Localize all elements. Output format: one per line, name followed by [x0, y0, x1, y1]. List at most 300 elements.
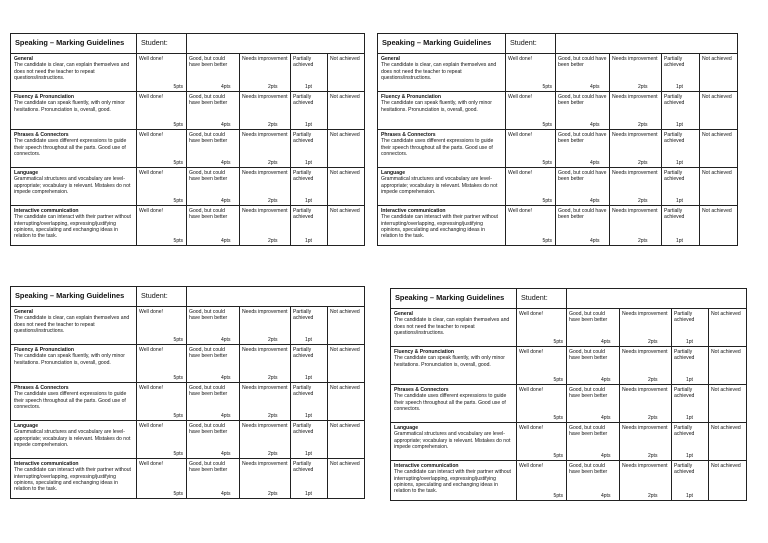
level-label: Needs improvement — [612, 208, 658, 214]
level-cell — [328, 206, 365, 246]
level-points: 5pts — [173, 490, 183, 497]
level-label: Needs improvement — [242, 56, 288, 62]
level-cell — [517, 347, 567, 385]
level-points: 2pts — [268, 83, 278, 90]
criterion-title: Interactive communication — [394, 463, 459, 469]
criterion-cell — [391, 309, 517, 347]
level-points: 5pts — [173, 83, 183, 90]
criterion-row — [11, 168, 365, 206]
level-cell — [137, 92, 187, 130]
level-points: 1pt — [305, 374, 312, 381]
criterion-description: Grammatical structures and vocabulary are level-appropriate; vocabulary is relevant. Mistakes do not impede comprehension. — [381, 176, 498, 195]
criterion-description: The candidate can interact with their partner without interrupting/overlapping, expressing/justifying opinions, speculating and exchanging ideas in relation to the task. — [14, 467, 131, 493]
level-label: Needs improvement — [612, 56, 658, 62]
level-points: 1pt — [305, 159, 312, 166]
criterion-description: The candidate is clear, can explain themselves and does not need the teacher to repeat questions/instructions. — [381, 62, 497, 81]
level-cell — [328, 421, 365, 459]
level-points: 4pts — [221, 159, 231, 166]
level-cell — [240, 206, 291, 246]
level-cell — [240, 92, 291, 130]
level-label: Partially achieved — [293, 309, 314, 322]
criterion-title: Language — [394, 425, 419, 431]
level-cell — [187, 92, 240, 130]
level-label: Not achieved — [711, 425, 741, 431]
level-label: Good, but could have been better — [558, 208, 607, 221]
level-label: Not achieved — [702, 208, 732, 214]
criterion-row — [391, 309, 747, 347]
level-label: Well done! — [139, 94, 163, 100]
level-points: 2pts — [268, 336, 278, 343]
level-cell — [328, 383, 365, 421]
level-cell — [240, 54, 291, 92]
level-points: 4pts — [601, 338, 611, 345]
level-label: Not achieved — [702, 94, 732, 100]
level-cell — [328, 307, 365, 345]
level-cell — [328, 130, 365, 168]
level-cell — [517, 423, 567, 461]
level-points: 5pts — [553, 414, 563, 421]
level-cell — [137, 168, 187, 206]
level-label: Needs improvement — [622, 349, 668, 355]
criterion-title: Fluency & Pronunciation — [381, 94, 441, 100]
level-points: 2pts — [268, 121, 278, 128]
criterion-row — [11, 383, 365, 421]
level-cell — [567, 309, 620, 347]
level-points: 2pts — [268, 450, 278, 457]
level-cell — [672, 309, 709, 347]
level-cell — [620, 423, 672, 461]
criterion-cell — [11, 345, 137, 383]
level-label: Partially achieved — [293, 461, 314, 474]
level-label: Not achieved — [702, 56, 732, 62]
criterion-cell — [378, 54, 506, 92]
level-cell — [328, 54, 365, 92]
level-label: Needs improvement — [622, 425, 668, 431]
criterion-description: The candidate is clear, can explain themselves and does not need the teacher to repeat questions/instructions. — [14, 62, 130, 81]
criterion-title: General — [394, 311, 413, 317]
level-label: Well done! — [508, 170, 532, 176]
level-label: Good, but could have been better — [569, 425, 608, 438]
level-cell — [672, 347, 709, 385]
criterion-row — [11, 307, 365, 345]
criterion-row — [11, 92, 365, 130]
level-points: 4pts — [590, 121, 600, 128]
criterion-row — [378, 54, 738, 92]
level-points: 2pts — [648, 338, 658, 345]
level-cell — [137, 383, 187, 421]
level-cell — [291, 345, 328, 383]
level-points: 2pts — [638, 237, 648, 244]
criterion-cell — [378, 92, 506, 130]
level-cell — [137, 345, 187, 383]
criterion-row — [11, 130, 365, 168]
level-points: 5pts — [553, 338, 563, 345]
criterion-cell — [391, 347, 517, 385]
level-points: 5pts — [542, 237, 552, 244]
level-label: Not achieved — [330, 461, 360, 467]
level-label: Partially achieved — [674, 425, 695, 438]
level-label: Partially achieved — [293, 385, 314, 398]
level-cell — [556, 168, 610, 206]
level-cell — [610, 168, 662, 206]
criterion-cell — [378, 206, 506, 246]
level-cell — [506, 92, 556, 130]
level-points: 4pts — [590, 237, 600, 244]
level-cell — [291, 130, 328, 168]
level-cell — [291, 459, 328, 499]
sheet-title: Speaking – Marking Guidelines — [11, 287, 137, 307]
level-label: Good, but could have been better — [189, 385, 228, 398]
criterion-title: Interactive communication — [14, 208, 79, 214]
level-points: 2pts — [648, 452, 658, 459]
level-points: 2pts — [268, 490, 278, 497]
level-label: Well done! — [519, 463, 543, 469]
level-cell — [291, 421, 328, 459]
level-cell — [240, 345, 291, 383]
criterion-cell — [378, 130, 506, 168]
criterion-description: The candidate uses different expressions to guide their speech throughout all the parts. Good use of connectors. — [381, 138, 494, 157]
level-cell — [700, 206, 738, 246]
level-label: Needs improvement — [242, 385, 288, 391]
level-label: Partially achieved — [293, 347, 314, 360]
level-cell — [662, 206, 700, 246]
level-label: Needs improvement — [242, 423, 288, 429]
criterion-description: The candidate can speak fluently, with only minor hesitations. Pronunciation is, overall, good. — [381, 100, 492, 113]
level-cell — [187, 168, 240, 206]
level-points: 1pt — [686, 492, 693, 499]
criterion-description: Grammatical structures and vocabulary are level-appropriate; vocabulary is relevant. Mistakes do not impede comprehension. — [394, 431, 511, 450]
level-label: Partially achieved — [293, 132, 314, 145]
level-points: 1pt — [676, 197, 683, 204]
level-label: Good, but could have been better — [558, 170, 607, 183]
level-label: Not achieved — [330, 132, 360, 138]
level-cell — [137, 421, 187, 459]
level-points: 4pts — [590, 83, 600, 90]
criterion-title: Phrases & Connectors — [14, 132, 69, 138]
level-label: Partially achieved — [664, 56, 685, 69]
level-points: 5pts — [173, 121, 183, 128]
level-cell — [700, 92, 738, 130]
level-label: Needs improvement — [242, 461, 288, 467]
criterion-description: The candidate can speak fluently, with only minor hesitations. Pronunciation is, overall, good. — [14, 100, 125, 113]
level-label: Needs improvement — [242, 309, 288, 315]
level-label: Good, but could have been better — [558, 132, 607, 145]
level-cell — [620, 347, 672, 385]
student-name-space — [187, 34, 365, 54]
level-label: Not achieved — [330, 423, 360, 429]
level-label: Partially achieved — [293, 208, 314, 221]
level-label: Not achieved — [711, 387, 741, 393]
level-label: Good, but could have been better — [189, 170, 228, 183]
level-points: 5pts — [542, 121, 552, 128]
student-label: Student: — [506, 34, 556, 54]
criterion-title: Phrases & Connectors — [14, 385, 69, 391]
header-row — [11, 287, 365, 307]
criterion-row — [11, 459, 365, 499]
level-label: Partially achieved — [674, 349, 695, 362]
criterion-row — [391, 347, 747, 385]
criterion-row — [378, 92, 738, 130]
level-label: Good, but could have been better — [189, 347, 228, 360]
level-label: Needs improvement — [612, 132, 658, 138]
level-label: Well done! — [508, 94, 532, 100]
level-points: 1pt — [676, 83, 683, 90]
header-row — [378, 34, 738, 54]
level-points: 2pts — [268, 159, 278, 166]
criterion-row — [378, 130, 738, 168]
level-cell — [328, 459, 365, 499]
level-label: Well done! — [139, 170, 163, 176]
level-points: 4pts — [221, 450, 231, 457]
level-cell — [709, 347, 747, 385]
level-label: Needs improvement — [242, 132, 288, 138]
level-cell — [709, 385, 747, 423]
criterion-title: Fluency & Pronunciation — [394, 349, 454, 355]
level-cell — [662, 168, 700, 206]
criterion-title: Interactive communication — [381, 208, 446, 214]
level-points: 5pts — [173, 412, 183, 419]
level-label: Not achieved — [711, 463, 741, 469]
criterion-row — [11, 206, 365, 246]
level-label: Needs improvement — [612, 94, 658, 100]
level-cell — [567, 347, 620, 385]
level-points: 4pts — [221, 83, 231, 90]
level-points: 2pts — [638, 197, 648, 204]
level-points: 1pt — [305, 490, 312, 497]
level-label: Well done! — [519, 311, 543, 317]
criterion-description: The candidate can interact with their partner without interrupting/overlapping, expressing/justifying opinions, speculating and exchanging ideas in relation to the task. — [14, 214, 131, 240]
level-cell — [328, 345, 365, 383]
level-label: Partially achieved — [664, 170, 685, 183]
criterion-row — [11, 421, 365, 459]
level-cell — [556, 54, 610, 92]
criterion-cell — [11, 421, 137, 459]
level-cell — [137, 54, 187, 92]
criterion-description: The candidate uses different expressions to guide their speech throughout all the parts. Good use of connectors. — [394, 393, 507, 412]
level-points: 5pts — [173, 374, 183, 381]
level-cell — [620, 461, 672, 501]
level-label: Partially achieved — [664, 208, 685, 221]
criterion-title: Phrases & Connectors — [394, 387, 449, 393]
level-points: 1pt — [686, 338, 693, 345]
level-cell — [291, 206, 328, 246]
criterion-cell — [391, 423, 517, 461]
criterion-title: Language — [14, 170, 39, 176]
level-cell — [567, 461, 620, 501]
level-label: Well done! — [139, 208, 163, 214]
level-label: Not achieved — [330, 56, 360, 62]
level-label: Not achieved — [702, 170, 732, 176]
level-points: 5pts — [542, 197, 552, 204]
level-cell — [328, 168, 365, 206]
level-points: 1pt — [305, 197, 312, 204]
header-row — [11, 34, 365, 54]
level-cell — [620, 385, 672, 423]
level-label: Good, but could have been better — [189, 309, 228, 322]
level-points: 1pt — [676, 237, 683, 244]
level-label: Good, but could have been better — [189, 132, 228, 145]
criterion-row — [11, 345, 365, 383]
level-label: Partially achieved — [664, 94, 685, 107]
level-points: 1pt — [686, 452, 693, 459]
level-cell — [517, 385, 567, 423]
criterion-title: General — [14, 309, 33, 315]
criterion-cell — [11, 92, 137, 130]
criterion-row — [391, 423, 747, 461]
criterion-description: The candidate uses different expressions to guide their speech throughout all the parts. Good use of connectors. — [14, 138, 127, 157]
level-points: 5pts — [553, 376, 563, 383]
criterion-row — [391, 461, 747, 501]
criterion-description: The candidate uses different expressions to guide their speech throughout all the parts. Good use of connectors. — [14, 391, 127, 410]
level-points: 4pts — [221, 336, 231, 343]
student-name-space — [556, 34, 738, 54]
level-cell — [610, 92, 662, 130]
level-label: Needs improvement — [242, 170, 288, 176]
level-label: Not achieved — [330, 170, 360, 176]
level-cell — [240, 130, 291, 168]
criterion-title: Language — [14, 423, 39, 429]
level-points: 4pts — [221, 121, 231, 128]
level-points: 5pts — [553, 452, 563, 459]
level-points: 5pts — [542, 83, 552, 90]
level-cell — [662, 92, 700, 130]
criterion-cell — [391, 461, 517, 501]
level-points: 1pt — [305, 121, 312, 128]
level-points: 4pts — [601, 492, 611, 499]
level-cell — [291, 54, 328, 92]
student-label: Student: — [517, 289, 567, 309]
level-cell — [700, 168, 738, 206]
level-points: 5pts — [542, 159, 552, 166]
criterion-cell — [11, 54, 137, 92]
criterion-row — [378, 206, 738, 246]
level-points: 5pts — [173, 336, 183, 343]
level-cell — [137, 307, 187, 345]
level-points: 5pts — [173, 159, 183, 166]
level-points: 1pt — [676, 159, 683, 166]
level-label: Needs improvement — [622, 463, 668, 469]
level-points: 4pts — [221, 490, 231, 497]
level-cell — [137, 206, 187, 246]
level-cell — [672, 385, 709, 423]
level-points: 2pts — [648, 492, 658, 499]
level-label: Good, but could have been better — [189, 461, 228, 474]
level-points: 1pt — [686, 414, 693, 421]
level-points: 4pts — [601, 414, 611, 421]
level-cell — [291, 383, 328, 421]
level-label: Good, but could have been better — [558, 94, 607, 107]
level-label: Good, but could have been better — [189, 94, 228, 107]
level-cell — [556, 206, 610, 246]
level-label: Well done! — [508, 208, 532, 214]
level-cell — [187, 206, 240, 246]
level-cell — [662, 130, 700, 168]
rubric-top-left — [10, 33, 365, 246]
level-cell — [672, 423, 709, 461]
level-cell — [291, 168, 328, 206]
level-label: Partially achieved — [293, 423, 314, 436]
level-cell — [709, 309, 747, 347]
level-cell — [240, 459, 291, 499]
level-cell — [328, 92, 365, 130]
criterion-title: General — [381, 56, 400, 62]
level-points: 1pt — [686, 376, 693, 383]
level-label: Not achieved — [330, 309, 360, 315]
level-points: 1pt — [676, 121, 683, 128]
level-cell — [610, 130, 662, 168]
level-cell — [291, 92, 328, 130]
level-label: Needs improvement — [622, 387, 668, 393]
level-cell — [709, 423, 747, 461]
level-label: Not achieved — [711, 349, 741, 355]
level-cell — [700, 130, 738, 168]
level-points: 5pts — [173, 237, 183, 244]
level-cell — [672, 461, 709, 501]
criterion-row — [391, 385, 747, 423]
criterion-cell — [11, 383, 137, 421]
level-points: 5pts — [173, 450, 183, 457]
criterion-description: The candidate can interact with their partner without interrupting/overlapping, expressing/justifying opinions, speculating and exchanging ideas in relation to the task. — [381, 214, 498, 240]
level-cell — [291, 307, 328, 345]
level-points: 2pts — [268, 237, 278, 244]
level-label: Well done! — [139, 347, 163, 353]
criterion-description: The candidate can speak fluently, with only minor hesitations. Pronunciation is, overall, good. — [14, 353, 125, 366]
student-name-space — [187, 287, 365, 307]
criterion-description: The candidate is clear, can explain themselves and does not need the teacher to repeat questions/instructions. — [14, 315, 130, 334]
criterion-description: The candidate is clear, can explain themselves and does not need the teacher to repeat questions/instructions. — [394, 317, 510, 336]
level-label: Partially achieved — [293, 94, 314, 107]
criterion-description: The candidate can interact with their partner without interrupting/overlapping, expressing/justifying opinions, speculating and exchanging ideas in relation to the task. — [394, 469, 511, 495]
level-cell — [240, 383, 291, 421]
rubric-bottom-left — [10, 286, 365, 499]
criterion-cell — [11, 206, 137, 246]
level-label: Partially achieved — [674, 463, 695, 476]
level-points: 2pts — [268, 197, 278, 204]
level-points: 4pts — [221, 197, 231, 204]
level-cell — [567, 385, 620, 423]
level-points: 2pts — [638, 159, 648, 166]
level-label: Partially achieved — [674, 387, 695, 400]
level-points: 4pts — [221, 374, 231, 381]
level-points: 2pts — [648, 414, 658, 421]
level-cell — [506, 54, 556, 92]
level-cell — [517, 309, 567, 347]
level-points: 1pt — [305, 83, 312, 90]
level-points: 2pts — [648, 376, 658, 383]
criterion-cell — [391, 385, 517, 423]
level-cell — [506, 206, 556, 246]
level-points: 5pts — [173, 197, 183, 204]
level-cell — [137, 459, 187, 499]
level-label: Good, but could have been better — [569, 463, 608, 476]
level-label: Well done! — [508, 132, 532, 138]
level-cell — [187, 383, 240, 421]
criterion-cell — [11, 307, 137, 345]
header-row — [391, 289, 747, 309]
level-points: 1pt — [305, 237, 312, 244]
level-label: Not achieved — [330, 385, 360, 391]
sheet-title: Speaking – Marking Guidelines — [391, 289, 517, 309]
rubric-bottom-right — [390, 288, 747, 501]
level-cell — [556, 92, 610, 130]
criterion-title: Fluency & Pronunciation — [14, 94, 74, 100]
level-cell — [506, 168, 556, 206]
criterion-description: Grammatical structures and vocabulary are level-appropriate; vocabulary is relevant. Mistakes do not impede comprehension. — [14, 429, 131, 448]
level-points: 2pts — [268, 374, 278, 381]
level-label: Partially achieved — [674, 311, 695, 324]
level-points: 4pts — [221, 237, 231, 244]
criterion-description: Grammatical structures and vocabulary are level-appropriate; vocabulary is relevant. Mistakes do not impede comprehension. — [14, 176, 131, 195]
